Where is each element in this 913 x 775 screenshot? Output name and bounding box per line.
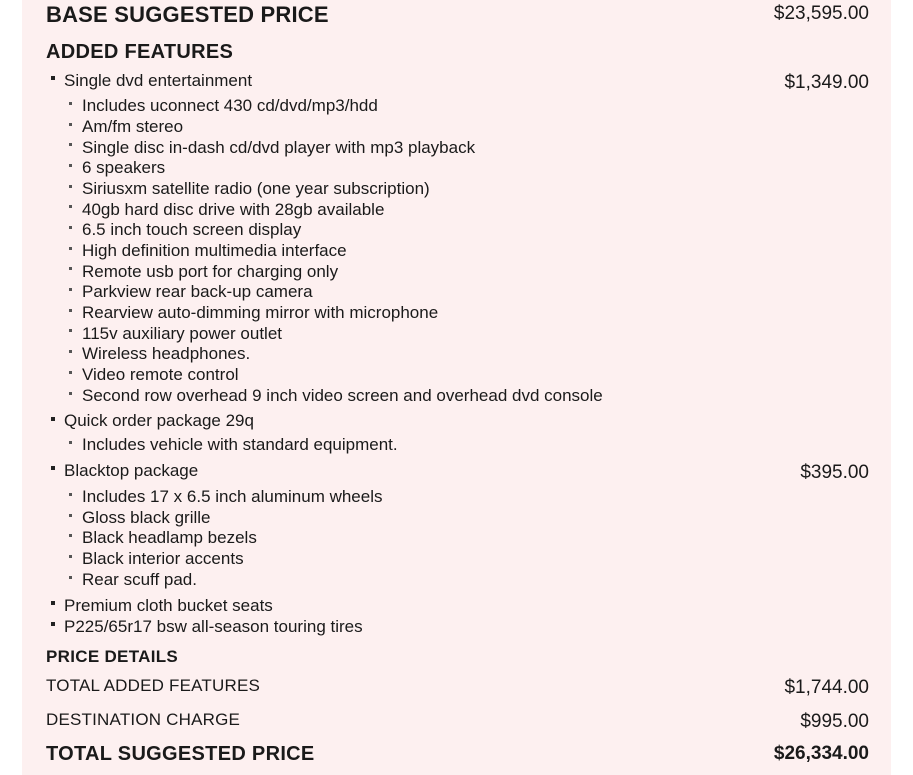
bullet-icon <box>69 164 72 167</box>
destination-charge-value: $995.00 <box>800 711 869 732</box>
package-item: Black headlamp bezels <box>82 528 257 547</box>
bullet-icon <box>69 514 72 517</box>
package-item: Black interior accents <box>82 549 244 568</box>
package-item: Am/fm stereo <box>82 117 184 136</box>
package-price: $395.00 <box>800 462 869 483</box>
package-item: Siriusxm satellite radio (one year subscription) <box>82 179 430 198</box>
total-added-features-label: TOTAL ADDED FEATURES <box>46 676 261 695</box>
total-suggested-price-label: TOTAL SUGGESTED PRICE <box>46 743 315 765</box>
bullet-icon <box>69 143 72 146</box>
bullet-icon <box>69 441 72 444</box>
price-details-heading: PRICE DETAILS <box>46 647 179 666</box>
bullet-icon <box>69 185 72 188</box>
package-item: Second row overhead 9 inch video screen and overhead dvd console <box>82 386 603 405</box>
bullet-icon <box>69 247 72 250</box>
bullet-icon <box>69 205 72 208</box>
package-item: Single disc in-dash cd/dvd player with mp3 playback <box>82 138 476 157</box>
bullet-icon <box>69 392 72 395</box>
total-suggested-price-value: $26,334.00 <box>773 743 869 764</box>
package-item: Parkview rear back-up camera <box>82 282 313 301</box>
package-item: 6 speakers <box>82 158 166 177</box>
bullet-icon <box>69 576 72 579</box>
bullet-icon <box>51 601 55 605</box>
bullet-icon <box>69 493 72 496</box>
bullet-icon <box>51 622 55 626</box>
package-item: High definition multimedia interface <box>82 241 347 260</box>
bullet-icon <box>69 555 72 558</box>
package-item: Wireless headphones. <box>82 344 251 363</box>
base-price-label: BASE SUGGESTED PRICE <box>46 2 329 27</box>
destination-charge-label: DESTINATION CHARGE <box>46 710 241 729</box>
bullet-icon <box>69 267 72 270</box>
bullet-icon <box>69 309 72 312</box>
package-item: Rearview auto-dimming mirror with microphone <box>82 303 439 322</box>
package-item: Gloss black grille <box>82 508 211 527</box>
package-price: $1,349.00 <box>784 72 869 93</box>
bullet-icon <box>69 226 72 229</box>
package-name: Quick order package 29q <box>64 411 254 430</box>
bullet-icon <box>69 288 72 291</box>
added-features-heading: ADDED FEATURES <box>46 41 234 63</box>
bullet-icon <box>69 371 72 374</box>
bullet-icon <box>51 466 55 470</box>
bullet-icon <box>69 534 72 537</box>
package-item: 115v auxiliary power outlet <box>82 324 283 343</box>
package-name: P225/65r17 bsw all-season touring tires <box>64 617 363 636</box>
package-item: Includes uconnect 430 cd/dvd/mp3/hdd <box>82 96 378 115</box>
package-item: Includes 17 x 6.5 inch aluminum wheels <box>82 487 383 506</box>
bullet-icon <box>69 102 72 105</box>
bullet-icon <box>51 417 55 421</box>
package-item: Remote usb port for charging only <box>82 262 339 281</box>
bullet-icon <box>69 350 72 353</box>
bullet-icon <box>69 123 72 126</box>
base-price-value: $23,595.00 <box>773 3 869 24</box>
package-item: 40gb hard disc drive with 28gb available <box>82 200 385 219</box>
package-item: Video remote control <box>82 365 239 384</box>
total-added-features-value: $1,744.00 <box>784 677 869 698</box>
package-name: Premium cloth bucket seats <box>64 596 273 615</box>
bullet-icon <box>69 329 72 332</box>
package-name: Single dvd entertainment <box>64 71 253 90</box>
bullet-icon <box>51 76 55 80</box>
package-item: 6.5 inch touch screen display <box>82 220 302 239</box>
package-item: Rear scuff pad. <box>82 570 197 589</box>
package-name: Blacktop package <box>64 461 199 480</box>
package-item: Includes vehicle with standard equipment. <box>82 435 398 454</box>
